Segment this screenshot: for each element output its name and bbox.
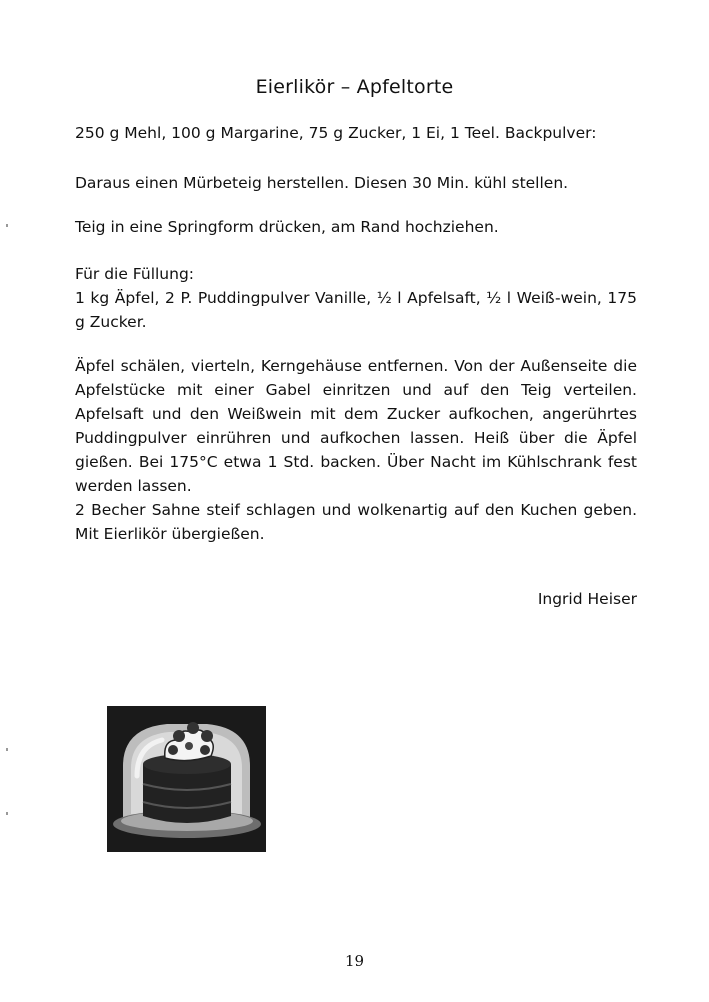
dough-ingredients (75, 121, 637, 145)
page-number: 19 (344, 952, 365, 970)
scan-speck (6, 812, 8, 815)
dough-ingredients-text: 250 g Mehl, 100 g Margarine, 75 g Zucker, 1 Ei, 1 Teel. Backpulver: (75, 124, 597, 142)
recipe-author: Ingrid Heiser (537, 590, 637, 608)
filling-ingredients: 1 kg Äpfel, 2 P. Puddingpulver Vanille, ½ l Apfelsaft, ½ l Weiß-wein, 175 g Zucker. (75, 289, 637, 331)
scan-speck (6, 748, 8, 751)
method-text: Äpfel schälen, vierteln, Kerngehäuse entfernen. Von der Außenseite die Apfelstücke mit einer Gabel einritzen und auf den Teig verteilen. Apfelsaft und den Weißwein mit dem Zucker aufkochen, angerührtes Puddingpulver einrühren und aufkochen lassen. Heiß über die Äpfel gießen. Bei 175°C etwa 1 Std. backen. Über Nacht im Kühlschrank fest werden lassen. (75, 357, 637, 495)
recipe-title: Eierlikör – Apfeltorte (255, 76, 454, 98)
filling-section (75, 262, 637, 334)
form-step-text: Teig in eine Springform drücken, am Rand hochziehen. (75, 218, 499, 236)
cake-clipart-icon (107, 706, 266, 852)
form-step (75, 215, 637, 239)
method-section (75, 354, 637, 546)
cream-step-text: 2 Becher Sahne steif schlagen und wolkenartig auf den Kuchen geben. Mit Eierlikör übergießen. (75, 501, 637, 543)
scan-speck (6, 224, 8, 227)
dough-step (75, 171, 637, 195)
dough-step-text: Daraus einen Mürbeteig herstellen. Diesen 30 Min. kühl stellen. (75, 174, 569, 192)
filling-heading: Für die Füllung: (75, 265, 195, 283)
